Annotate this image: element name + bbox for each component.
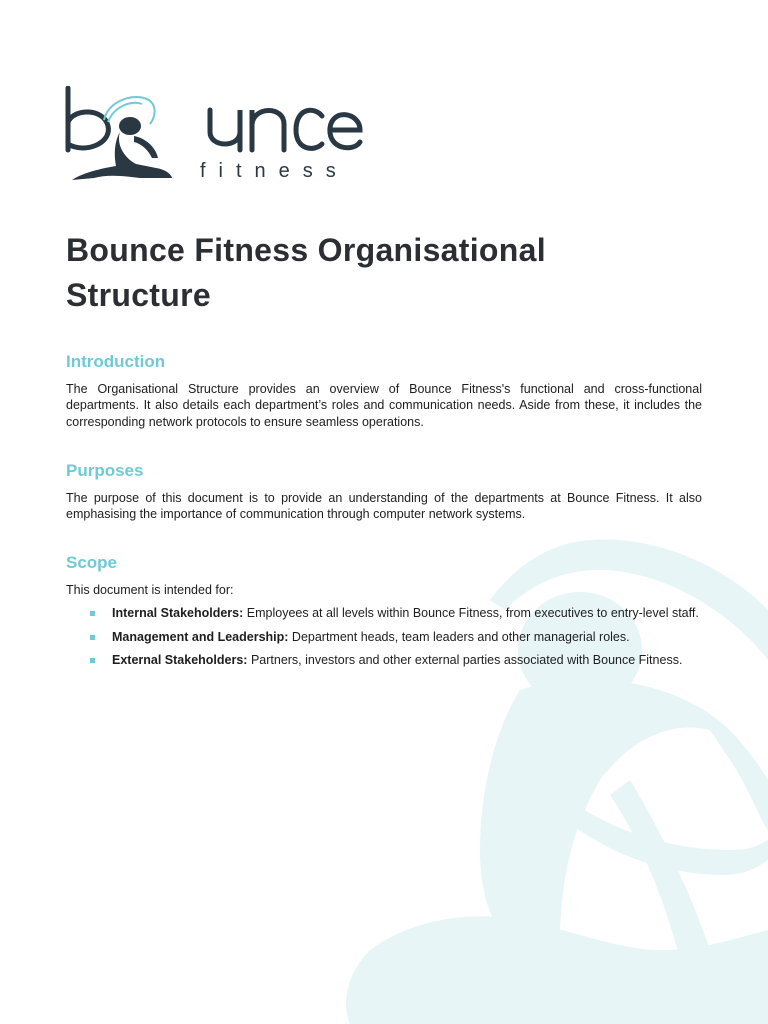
list-item-text: Employees at all levels within Bounce Fitness, from executives to entry-level staff.	[243, 606, 699, 621]
purposes-heading: Purposes	[66, 461, 144, 480]
list-item	[66, 652, 702, 668]
scope-section	[66, 553, 702, 676]
list-item-text: Department heads, team leaders and other managerial roles.	[288, 629, 630, 644]
bullet-icon	[90, 611, 95, 616]
logo-subword: fitness	[200, 160, 349, 182]
introduction-body: The Organisational Structure provides an overview of Bounce Fitness's functional and cross-functional departments. It also details each department’s roles and communication needs. Aside from these, it includes the corresponding network protocols to ensure seamless operations.	[66, 382, 702, 429]
list-item	[66, 605, 702, 621]
list-item-term: Management and Leadership:	[112, 629, 289, 644]
bounce-fitness-logo	[64, 86, 364, 186]
page-title: Bounce Fitness Organisational Structure	[66, 232, 546, 313]
introduction-heading: Introduction	[66, 352, 166, 371]
list-item	[66, 629, 702, 645]
purposes-section	[66, 461, 702, 523]
bullet-icon	[90, 635, 95, 640]
bullet-icon	[90, 658, 95, 663]
list-item-text: Partners, investors and other external parties associated with Bounce Fitness.	[247, 653, 683, 668]
introduction-section	[66, 352, 702, 430]
scope-heading: Scope	[66, 553, 118, 572]
purposes-body: The purpose of this document is to provide an understanding of the departments at Bounce Fitness. It also emphasising the importance of communication through computer network systems.	[66, 491, 702, 522]
scope-intro: This document is intended for:	[66, 583, 234, 597]
list-item-term: External Stakeholders:	[112, 653, 248, 668]
list-item-term: Internal Stakeholders:	[112, 606, 244, 621]
scope-list	[66, 605, 702, 668]
